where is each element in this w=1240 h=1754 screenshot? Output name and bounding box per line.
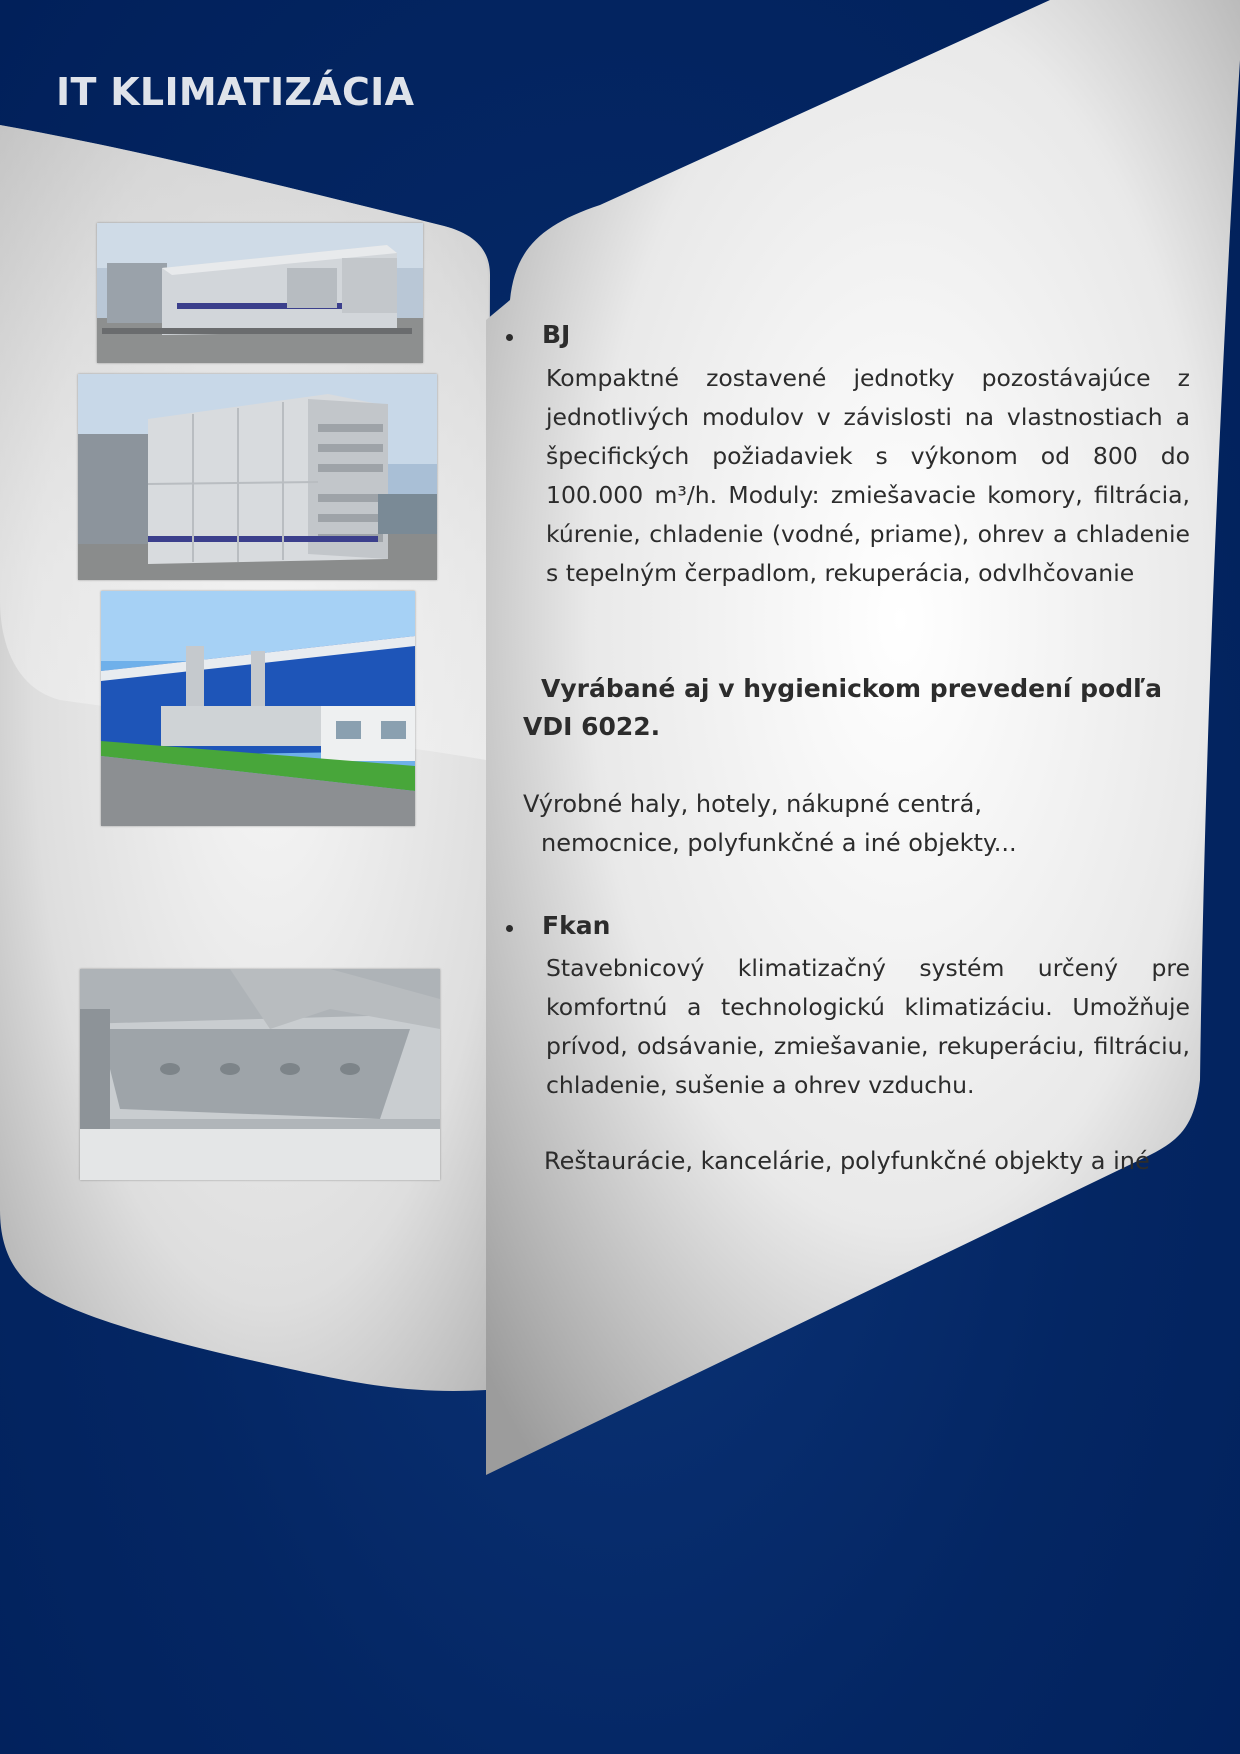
page-title: IT KLIMATIZÁCIA — [56, 70, 415, 114]
rooftop-unit-photo — [97, 223, 423, 363]
bj-description: Kompaktné zostavené jednotky pozostávajúce z jednotlivých modulov v závislosti na vlastnostiach a špecifických požiadaviek s výkonom od 800 do 100.000 m³/h. Moduly: zmiešavacie komory, filtrácia, kúrenie, chladenie (vodné, priame), ohrev a chladenie s tepelným čerpadlom, rekuperácia, odvlhčovanie — [546, 364, 1190, 587]
outdoor-ahu-photo — [78, 374, 437, 580]
bj-usage-line-2: nemocnice, polyfunkčné a iné objekty... — [541, 829, 1017, 857]
factory-hall-photo — [101, 591, 415, 826]
fkan-description: Stavebnicový klimatizačný systém určený pre komfortnú a technologickú klimatizáciu. Umožňuje prívod, odsávanie, zmiešavanie, rekuperáciu, filtráciu, chladenie, sušenie a ohrev vzduchu. — [546, 954, 1190, 1099]
bj-hygiene-line-1: Vyrábané aj v hygienickom prevedení podľa — [541, 674, 1162, 703]
bj-heading: BJ — [542, 320, 571, 349]
bj-hygiene-line-2: VDI 6022. — [523, 712, 661, 741]
ceiling-ductwork-photo — [80, 969, 440, 1180]
fkan-heading: Fkan — [542, 911, 611, 940]
fkan-bullet — [506, 925, 513, 932]
fkan-usage: Reštaurácie, kancelárie, polyfunkčné objekty a iné — [544, 1147, 1150, 1175]
bj-usage-line-1: Výrobné haly, hotely, nákupné centrá, — [523, 790, 982, 818]
bj-bullet — [506, 334, 513, 341]
